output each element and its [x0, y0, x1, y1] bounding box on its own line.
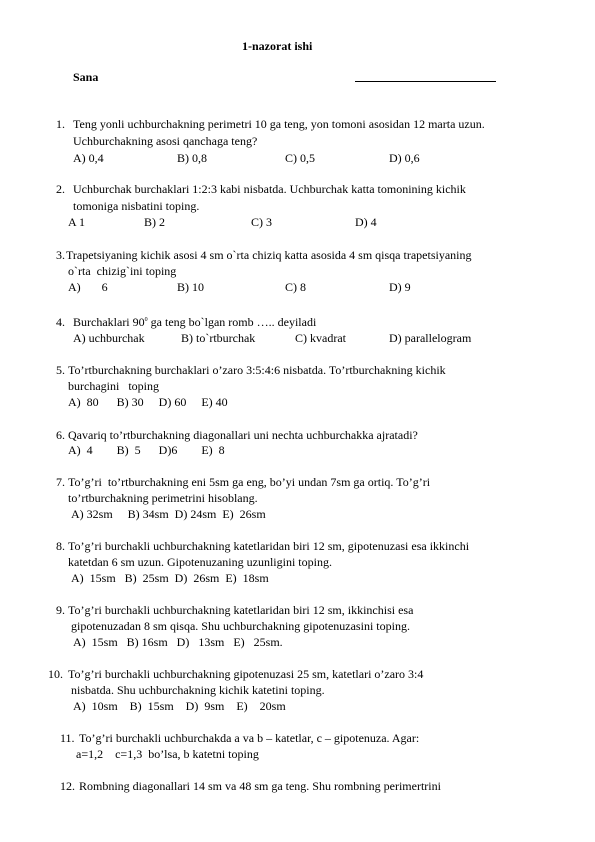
question-text: To’g’ri to’rtburchakning eni 5sm ga eng, bo’yi undan 7sm ga ortiq. To’g’ri — [68, 475, 431, 489]
question-number: 10. — [48, 667, 63, 681]
options-line: A) 80 B) 30 D) 60 E) 40 — [68, 395, 228, 409]
question-text: Trapetsiyaning kichik asosi 4 sm o`rta chiziq katta asosida 4 sm qisqa trapetsiyaning — [66, 248, 472, 262]
option-a: A) 0,4 — [73, 151, 104, 165]
question-number: 12. — [60, 779, 75, 793]
question-text: burchagini toping — [68, 379, 159, 393]
question-text: Uchburchak burchaklari 1:2:3 kabi nisbatda. Uchburchak katta tomonining kichik — [73, 182, 466, 196]
option-b: B) 0,8 — [177, 151, 207, 165]
options-line: A) 15sm B) 16sm D) 13sm E) 25sm. — [73, 635, 283, 649]
question-text: To’rtburchakning burchaklari o’zaro 3:5:4:6 nisbatda. To’rtburchakning kichik — [68, 363, 446, 377]
degree-superscript: 0 — [144, 317, 148, 323]
option-b: B) 10 — [177, 280, 204, 294]
option-d: D) 9 — [389, 280, 411, 294]
option-a: A) 6 — [68, 280, 108, 294]
question-text: Rombning diagonallari 14 sm va 48 sm ga teng. Shu rombning perimertrini — [79, 779, 441, 793]
question-text: a=1,2 c=1,3 bo’lsa, b katetni toping — [76, 747, 259, 761]
option-c: C) kvadrat — [295, 331, 346, 345]
question-text: Teng yonli uchburchakning perimetri 10 ga teng, yon tomoni asosidan 12 marta uzun. — [73, 117, 485, 131]
page-title: 1-nazorat ishi — [242, 39, 313, 53]
question-text: To’g’ri burchakli uchburchakda a va b – katetlar, c – gipotenuza. Agar: — [79, 731, 420, 745]
question-number: 7. — [56, 475, 65, 489]
question-text: katetdan 6 sm uzun. Gipotenuzaning uzunligini toping. — [68, 555, 332, 569]
options-line: A) 32sm B) 34sm D) 24sm E) 26sm — [71, 507, 266, 521]
question-text: To’g’ri burchakli uchburchakning gipotenuzasi 25 sm, katetlari o’zaro 3:4 — [68, 667, 424, 681]
option-b: B) to`rtburchak — [181, 331, 256, 345]
question-text: o`rta chizig`ini toping — [68, 264, 177, 278]
option-d: D) parallelogram — [389, 331, 472, 345]
question-text: to’rtburchakning perimetrini hisoblang. — [68, 491, 258, 505]
question-number: 4. — [56, 315, 65, 329]
question-text: Burchaklari $90^0$ ga teng bo`lgan romb ….. deyiladi — [73, 315, 317, 329]
option-d: D) 0,6 — [389, 151, 420, 165]
question-number: 5. — [56, 363, 65, 377]
question-text: nisbatda. Shu uchburchakning kichik katetini toping. — [71, 683, 325, 697]
option-c: C) 8 — [285, 280, 306, 294]
question-number: 8. — [56, 539, 65, 553]
question-number: 9. — [56, 603, 65, 617]
option-d: D) 4 — [355, 215, 377, 229]
options-line: A) 15sm B) 25sm D) 26sm E) 18sm — [71, 571, 269, 585]
question-text: Uchburchakning asosi qanchaga teng? — [73, 134, 258, 148]
date-blank-line — [355, 81, 496, 82]
question-number: 6. — [56, 428, 65, 442]
question-number: 2. — [56, 182, 65, 196]
options-line: A) 10sm B) 15sm D) 9sm E) 20sm — [73, 699, 286, 713]
date-label: Sana — [73, 70, 99, 84]
option-b: B) 2 — [144, 215, 165, 229]
question-number: 3. — [56, 248, 65, 262]
options-line: A) 4 B) 5 D)6 E) 8 — [68, 443, 225, 457]
question-text: gipotenuzadan 8 sm qisqa. Shu uchburchakning gipotenuzasini toping. — [71, 619, 410, 633]
question-text: tomoniga nisbatini toping. — [73, 199, 200, 213]
question-text: To’g’ri burchakli uchburchakning katetlaridan biri 12 sm, ikkinchisi esa — [68, 603, 414, 617]
question-number: 1. — [56, 117, 65, 131]
option-c: C) 0,5 — [285, 151, 315, 165]
question-number: 11. — [60, 731, 75, 745]
option-a: A) uchburchak — [73, 331, 145, 345]
question-text: Qavariq to’rtburchakning diagonallari uni nechta uchburchakka ajratadi? — [68, 428, 418, 442]
question-text: To’g’ri burchakli uchburchakning katetlaridan biri 12 sm, gipotenuzasi esa ikkinchi — [68, 539, 470, 553]
option-a: A 1 — [68, 215, 86, 229]
option-c: C) 3 — [251, 215, 272, 229]
